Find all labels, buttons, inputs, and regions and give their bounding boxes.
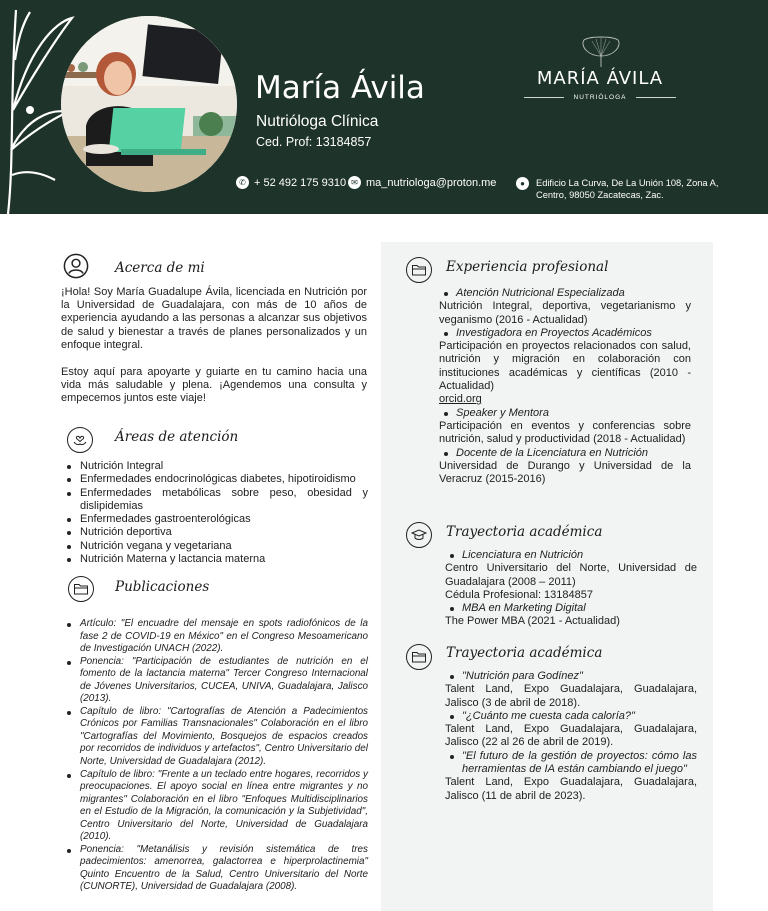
list-item: Nutrición deportiva (62, 526, 368, 539)
list-item: Ponencia: "Participación de estudiantes de nutrición en el fomento de la lactancia materna" Tercer Congreso Internacional de Jóvenes Universitarios, CUCEA, UNIVA, Guadalajara, Jalisco (2013). (62, 656, 368, 706)
phone-contact[interactable] (236, 176, 346, 189)
talk-item-desc: Talent Land, Expo Guadalajara, Guadalajara, Jalisco (22 al 26 de abril de 2019). (445, 723, 697, 749)
job-title: Nutrióloga Clínica (256, 113, 379, 130)
about-paragraph-1: ¡Hola! Soy María Guadalupe Ávila, licenciada en Nutrición por la Universidad de Guadalajara, con más de 10 años de experiencia ayudando a las personas a alcanzar sus objetivos de salud y bienestar a través de planes personalizados y un enfoque integral. (61, 286, 367, 351)
list-item: Ponencia: "Metanálisis y revisión sistemática de tres padecimientos: amenorrea, galactorrea e hiperprolactinemia" Quinto Encuentro de la Salud, Centro Universitario del Norte (CUNORTE), Universidad de Guadalajara (2008). (62, 844, 368, 894)
academic-list (445, 549, 697, 629)
publications-list (62, 618, 368, 894)
header (0, 0, 768, 214)
experience-item-desc: Participación en proyectos relacionados con salud, nutrición y migración en colaboración con instituciones académicas y científicas (2010 - Actualidad) (439, 340, 691, 393)
academic-title: Trayectoria académica (446, 524, 603, 540)
academic-item-title: MBA en Marketing Digital (445, 602, 697, 615)
graduation-cap-icon (406, 522, 432, 548)
user-icon (63, 253, 89, 279)
list-item: Artículo: "El encuadre del mensaje en spots radiofónicos de la fase 2 de COVID-19 en México" en el Congreso Mesoamericano de Investigación UNACH (2022). (62, 618, 368, 656)
hands-heart-icon (67, 427, 93, 453)
areas-list (62, 460, 368, 566)
brand-logo (520, 36, 680, 106)
areas-title: Áreas de atención (115, 429, 239, 445)
list-item: Capítulo de libro: "Frente a un teclado entre hogares, recorridos y preocupaciones. El apoyo social en línea entre migrantes y no migrantes" Colaboración en el libro "Enfoques Multidisciplinarios en el Estudio de la Migración, la comunicación y la Subjetividad", Centro Universitario del Norte, Universidad de Guadalajara (2010). (62, 769, 368, 844)
talk-item-title: "El futuro de la gestión de proyectos: cómo las herramientas de IA están cambiando el juego" (445, 750, 697, 777)
location-pin-icon: ● (516, 177, 529, 190)
academic-item-title: Licenciatura en Nutrición (445, 549, 697, 562)
logo-subtitle: NUTRIÓLOGA (573, 94, 627, 101)
experience-item-desc: Participación en eventos y conferencias sobre nutrición, salud y productividad (2018 - Actualidad) (439, 419, 691, 446)
profile-photo (61, 16, 237, 192)
experience-item-title: Speaker y Mentora (439, 407, 691, 420)
address: Edificio La Curva, De La Unión 108, Zona A, Centro, 98050 Zacatecas, Zac. (536, 178, 719, 200)
full-name: María Ávila (255, 70, 425, 106)
about-title: Acerca de mi (115, 260, 205, 276)
experience-item-title: Atención Nutricional Especializada (439, 287, 691, 300)
mail-icon: ✉ (348, 176, 361, 189)
list-item: Capítulo de libro: "Cartografías de Atención a Padecimientos Crónicos por Familias Transnacionales" Colaboración en el libro "Cartografías del Movimiento, Bosquejos de espacios creados por recorridos de individuos y artefactos", Centro Universitario del Norte, Universidad de Guadalajara (2012). (62, 706, 368, 769)
orcid-link[interactable]: orcid.org (439, 393, 482, 406)
experience-item-title: Docente de la Licenciatura en Nutrición (439, 447, 691, 460)
phone-number: + 52 492 175 9310 (254, 176, 347, 189)
academic-item-extra: Cédula Profesional: 13184857 (445, 588, 594, 601)
logo-name: MARÍA ÁVILA (536, 68, 664, 89)
list-item: Nutrición Integral (62, 460, 368, 473)
list-item: Enfermedades gastroenterológicas (62, 513, 368, 526)
list-item: Nutrición Materna y lactancia materna (62, 553, 368, 566)
ginkgo-leaf-icon (578, 36, 624, 68)
list-item: Enfermedades metabólicas sobre peso, obesidad y dislipidemias (62, 487, 368, 514)
experience-item-desc: Universidad de Durango y Universidad de la Veracruz (2015-2016) (439, 459, 691, 486)
list-item: Nutrición vegana y vegetariana (62, 540, 368, 553)
email-contact[interactable] (348, 176, 496, 189)
experience-item-desc: Nutrición Integral, deportiva, vegetarianismo y veganismo (2016 - Actualidad) (439, 300, 691, 326)
talk-item-title: "Nutrición para Godínez" (445, 670, 697, 683)
talk-item-title: "¿Cuánto me cuesta cada caloría?" (445, 710, 697, 723)
email-address: ma_nutriologa@proton.me (366, 176, 497, 189)
professional-id: Ced. Prof: 13184857 (256, 135, 372, 149)
talk-item-desc: Talent Land, Expo Guadalajara, Guadalajara, Jalisco (11 de abril de 2023). (445, 776, 697, 802)
address-pin (516, 177, 534, 190)
talks-title: Trayectoria académica (446, 645, 603, 661)
folder-icon (68, 576, 94, 602)
experience-list (439, 287, 691, 486)
experience-item-title: Investigadora en Proyectos Académicos (439, 327, 691, 340)
publications-title: Publicaciones (115, 579, 210, 595)
about-paragraph-2: Estoy aquí para apoyarte y guiarte en tu camino hacia una vida más saludable y plena. ¡Agendemos una consulta y empecemos juntos este viaje! (61, 366, 367, 405)
talk-item-desc: Talent Land, Expo Guadalajara, Guadalajara, Jalisco (3 de abril de 2018). (445, 683, 697, 709)
folder-icon (406, 257, 432, 283)
whatsapp-icon: ✆ (236, 176, 249, 189)
academic-item-desc: The Power MBA (2021 - Actualidad) (445, 615, 620, 628)
list-item: Enfermedades endocrinológicas diabetes, hipotiroidismo (62, 473, 368, 486)
academic-item-desc: Centro Universitario del Norte, Universidad de Guadalajara (2008 – 2011) (445, 562, 697, 588)
talks-list (445, 670, 697, 803)
folder-icon (406, 644, 432, 670)
experience-title: Experiencia profesional (446, 259, 609, 275)
